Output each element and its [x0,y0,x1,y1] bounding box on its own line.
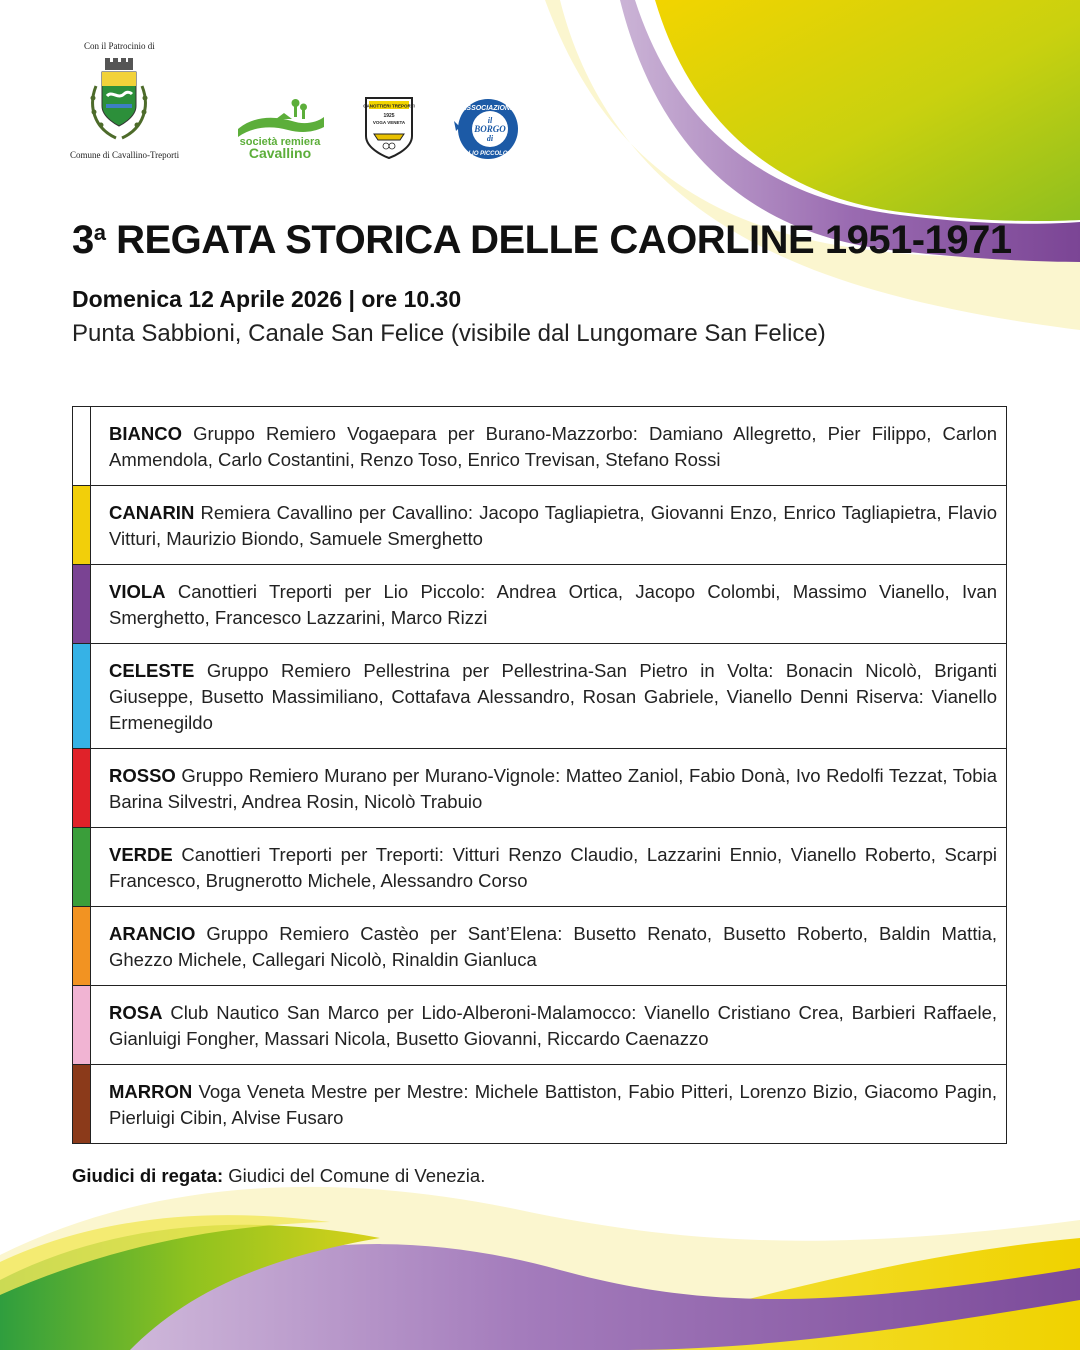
crew-row [73,644,1006,749]
crew-row [73,907,1006,986]
societa-remiera-cavallino-logo [232,97,328,163]
borgo-logo-borgo: BORGO [474,124,506,134]
comune-crest-logo [82,56,156,146]
crew-description [91,1065,1006,1143]
canottieri-treporti-logo [362,96,416,160]
event-date-time: Domenica 12 Aprile 2026 | ore 10.30 [72,286,462,312]
crew-description [91,907,1006,985]
crew-members: Voga Veneta Mestre per Mestre: Michele Battiston, Fabio Pitteri, Lorenzo Bizio, Giacomo Pagin, Pierluigi Cibin, Alvise Fusaro [109,1081,997,1128]
crew-row [73,1065,1006,1143]
patronage-label: Con il Patrocinio di [84,41,155,51]
crew-color-name: CANARIN [109,502,195,523]
crew-color-swatch [73,749,91,827]
crew-row [73,407,1006,486]
crews-table [72,406,1007,1144]
judges-line [72,1165,485,1187]
comune-label: Comune di Cavallino-Treporti [70,150,180,160]
title-ordinal: a [93,220,106,245]
remiera-logo-line2: Cavallino [248,145,312,161]
il-borgo-di-lio-piccolo-logo [452,97,524,161]
crew-members: Club Nautico San Marco per Lido-Alberoni-Malamocco: Vianello Cristiano Crea, Barbieri Raffaele, Gianluigi Fongher, Massari Nicola, Busetto Giovanni, Riccardo Caenazzo [109,1002,997,1049]
crew-description [91,749,1006,827]
crew-members: Canottieri Treporti per Treporti: Vitturi Renzo Claudio, Lazzarini Ennio, Vianello Roberto, Scarpi Francesco, Brugnerotto Michele, Alessandro Corso [109,844,997,891]
crew-color-swatch [73,565,91,643]
crew-description [91,565,1006,643]
crew-row [73,828,1006,907]
crew-description [91,407,1006,485]
borgo-logo-di: di [486,134,494,143]
crew-color-swatch [73,986,91,1064]
crew-row [73,486,1006,565]
crew-color-swatch [73,486,91,564]
crew-color-name: VIOLA [109,581,166,602]
crew-members: Gruppo Remiero Murano per Murano-Vignole: Matteo Zaniol, Fabio Donà, Ivo Redolfi Tezzat, Tobia Barina Silvestri, Andrea Rosin, Nicolò Trabuio [109,765,997,812]
title-number: 3 [72,218,94,262]
crew-row [73,565,1006,644]
treporti-logo-sub: VOGA VENETA [372,120,406,125]
crew-members: Gruppo Remiero Vogaepara per Burano-Mazzorbo: Damiano Allegretto, Pier Filippo, Carlon Ammendola, Carlo Costantini, Renzo Toso, Enrico Trevisan, Stefano Rossi [109,423,997,470]
crew-color-name: MARRON [109,1081,193,1102]
crew-description [91,828,1006,906]
crew-description [91,644,1006,748]
borgo-logo-bottom: LIO PICCOLO [468,151,508,157]
crew-color-name: ARANCIO [109,923,196,944]
crew-color-swatch [73,407,91,485]
title-text: REGATA STORICA DELLE CAORLINE 1951-1971 [105,218,1012,262]
crew-row [73,749,1006,828]
crew-description [91,986,1006,1064]
crew-color-name: BIANCO [109,423,182,444]
crew-color-swatch [73,828,91,906]
crew-members: Canottieri Treporti per Lio Piccolo: Andrea Ortica, Jacopo Colombi, Massimo Vianello, Ivan Smerghetto, Francesco Lazzarini, Marco Rizzi [109,581,997,628]
event-location: Punta Sabbioni, Canale San Felice (visibile dal Lungomare San Felice) [72,320,826,347]
crew-color-name: ROSSO [109,765,176,786]
crew-color-name: VERDE [109,844,173,865]
crew-color-name: ROSA [109,1002,163,1023]
crew-members: Remiera Cavallino per Cavallino: Jacopo Tagliapietra, Giovanni Enzo, Enrico Tagliapietra, Flavio Vitturi, Maurizio Biondo, Samuele Smerghetto [109,502,997,549]
borgo-logo-il: il [487,116,493,125]
event-title [72,218,1012,263]
crew-members: Gruppo Remiero Pellestrina per Pellestrina-San Pietro in Volta: Bonacin Nicolò, Briganti Giuseppe, Busetto Massimiliano, Cottafava Alessandro, Rosan Gabriele, Vianello Denni Riserva: Vianello Ermenegildo [109,660,997,733]
crew-color-swatch [73,907,91,985]
crew-members: Gruppo Remiero Castèo per Sant’Elena: Busetto Renato, Busetto Roberto, Baldin Mattia, Ghezzo Michele, Callegari Nicolò, Rinaldin Gianluca [109,923,997,970]
crew-description [91,486,1006,564]
treporti-logo-year: 1925 [383,113,395,119]
judges-text: Giudici del Comune di Venezia. [223,1165,486,1186]
treporti-logo-top: CANOTTIERI TREPORTI [363,103,415,109]
crew-row [73,986,1006,1065]
judges-label: Giudici di regata: [72,1165,224,1186]
remiera-logo-line1: società remiera [239,136,321,148]
borgo-logo-top: ASSOCIAZIONE [461,105,515,112]
crew-color-swatch [73,644,91,748]
crew-color-swatch [73,1065,91,1143]
crew-color-name: CELESTE [109,660,195,681]
